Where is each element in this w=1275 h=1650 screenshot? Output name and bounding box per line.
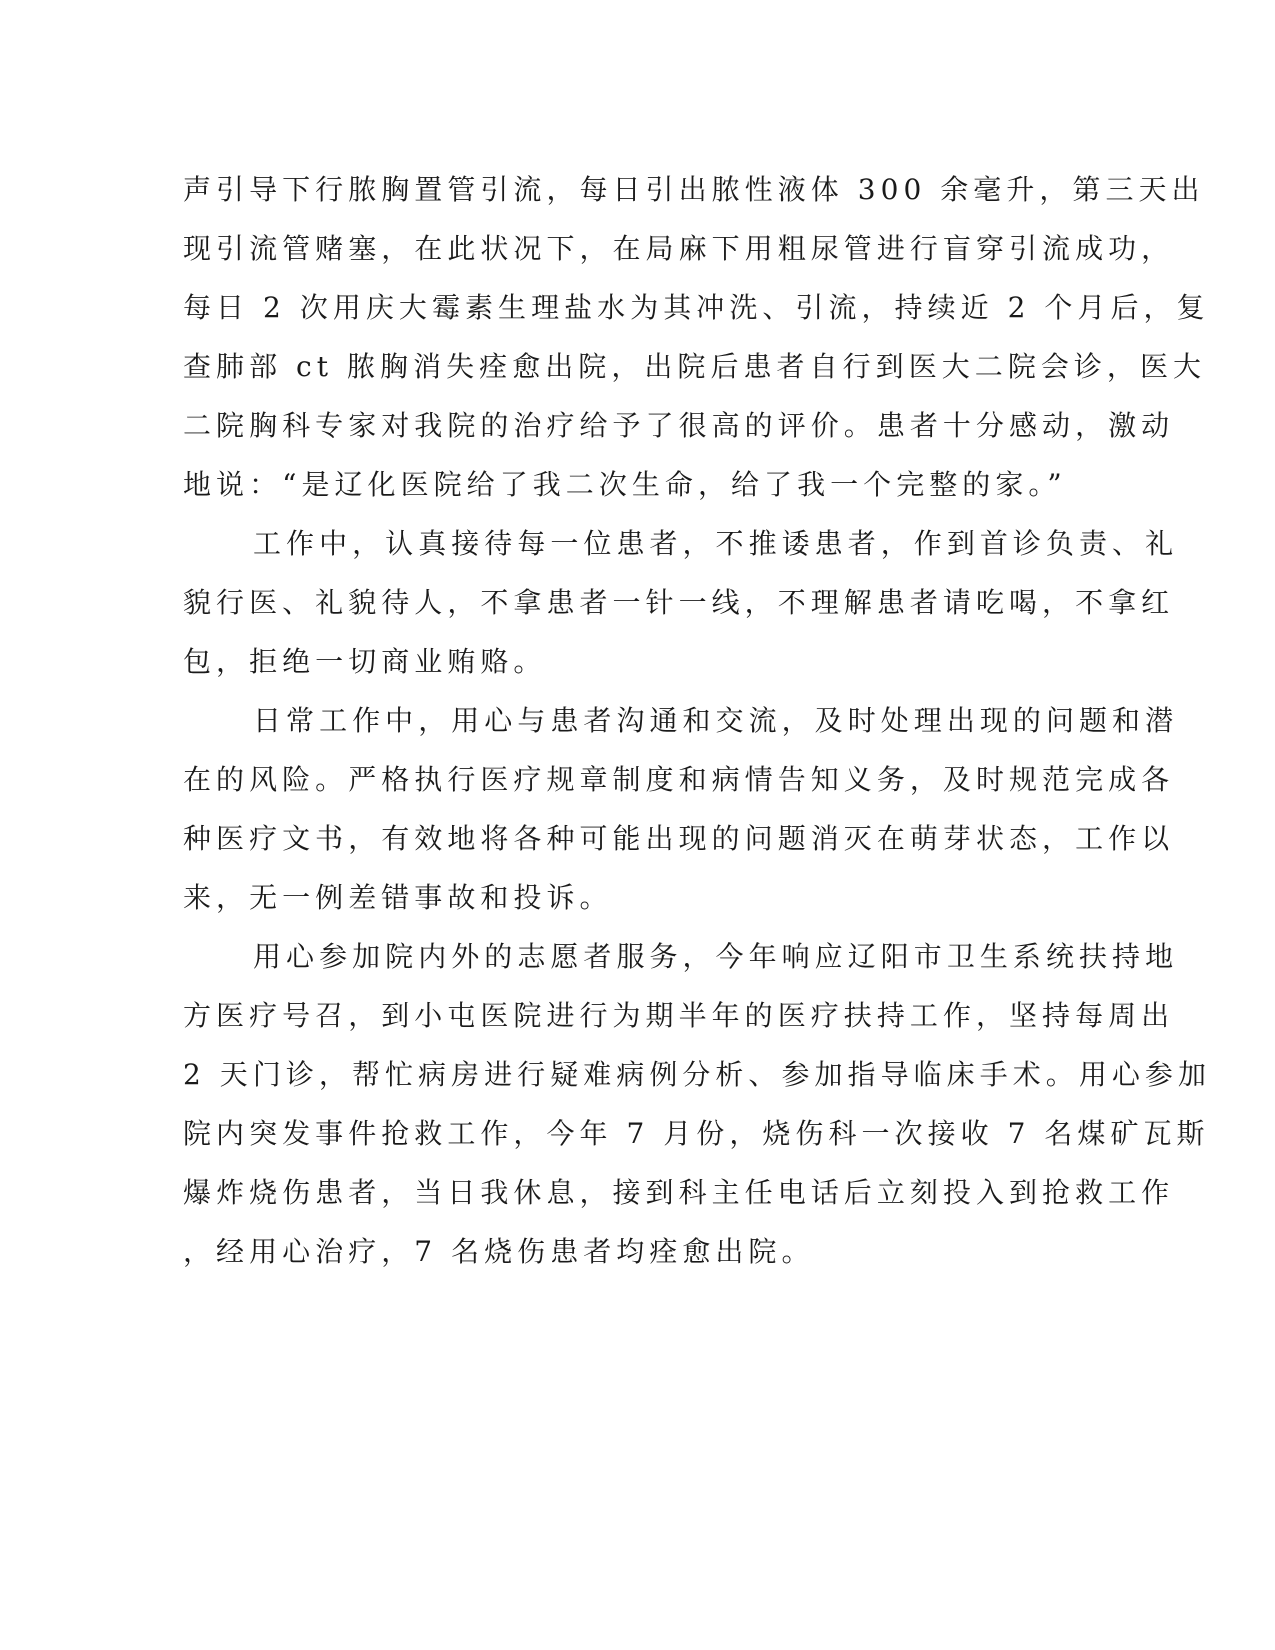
- text-line: 工作中，认真接待每一位患者，不推诿患者，作到首诊负责、礼: [253, 527, 1179, 560]
- text-line: 日常工作中，用心与患者沟通和交流，及时处理出现的问题和潜: [253, 704, 1179, 737]
- paragraph-4: [183, 927, 1211, 1281]
- text-line: 每日 2 次用庆大霉素生理盐水为其冲洗、引流，持续近 2 个月后，复: [183, 291, 1210, 324]
- text-line: 用心参加院内外的志愿者服务，今年响应辽阳市卫生系统扶持地: [253, 940, 1179, 973]
- text-line: 方医疗号召，到小屯医院进行为期半年的医疗扶持工作，坚持每周出: [183, 999, 1175, 1032]
- text-line: ，经用心治疗，7 名烧伤患者均痊愈出院。: [183, 1235, 815, 1268]
- text-line: 貌行医、礼貌待人，不拿患者一针一线，不理解患者请吃喝，不拿红: [183, 586, 1175, 619]
- paragraph-3: [183, 691, 1179, 927]
- text-line: 爆炸烧伤患者，当日我休息，接到科主任电话后立刻投入到抢救工作: [183, 1176, 1175, 1209]
- text-line: 来，无一例差错事故和投诉。: [183, 881, 613, 914]
- text-line: 院内突发事件抢救工作，今年 7 月份，烧伤科一次接收 7 名煤矿瓦斯: [183, 1117, 1210, 1150]
- document-body: [183, 160, 1211, 1281]
- text-line: 在的风险。严格执行医疗规章制度和病情告知义务，及时规范完成各: [183, 763, 1175, 796]
- paragraph-2: [183, 514, 1179, 691]
- text-line: 查肺部 ct 脓胸消失痊愈出院，出院后患者自行到医大二院会诊，医大: [183, 350, 1207, 383]
- text-line: 2 天门诊，帮忙病房进行疑难病例分析、参加指导临床手术。用心参加: [183, 1058, 1211, 1091]
- paragraph-1: [183, 160, 1210, 514]
- text-line: 现引流管赌塞，在此状况下，在局麻下用粗尿管进行盲穿引流成功，: [183, 232, 1175, 265]
- text-line: 声引导下行脓胸置管引流，每日引出脓性液体 300 余毫升，第三天出: [183, 173, 1205, 206]
- text-line: 包，拒绝一切商业贿赂。: [183, 645, 547, 678]
- text-line: 地说：“是辽化医院给了我二次生命，给了我一个完整的家。”: [183, 468, 1067, 501]
- text-line: 二院胸科专家对我院的治疗给予了很高的评价。患者十分感动，激动: [183, 409, 1175, 442]
- text-line: 种医疗文书，有效地将各种可能出现的问题消灭在萌芽状态，工作以: [183, 822, 1175, 855]
